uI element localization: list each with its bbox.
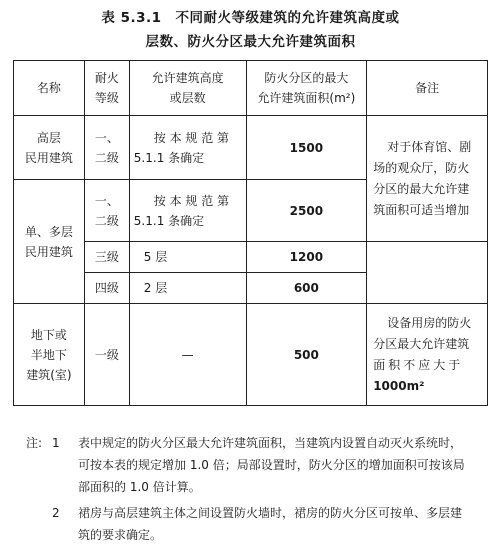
remark-cell: 对于体育馆、剧 场的观众厅，防火 分区的最大允许建 筑面积可适当增加 [367,116,488,242]
grade-cell: 三级 [84,242,129,273]
fire-compartment-table [13,60,488,406]
area-cell: 600 [246,273,367,304]
header-name: 名称 [14,61,85,116]
note-number: 2 [52,506,60,520]
height-cell: 按 本 规 范 第 5.1.1 条确定 [129,180,246,242]
name-cell: 单、多层 民用建筑 [14,180,85,304]
table-title-line-1: 表 5.3.1 不同耐火等级建筑的允许建筑高度或 [101,10,400,26]
note-2: 2 裙房与高层建筑主体之间设置防火墙时，裙房的防火分区可按单、多层建 筑的要求确定。 [52,502,492,546]
height-cell: 2 层 [129,273,246,304]
notes-prefix: 注: [26,436,43,450]
grade-cell: 一、 二级 [84,116,129,180]
table-row [14,116,488,180]
area-cell: 2500 [246,180,367,242]
table-row [14,304,488,406]
note-1: 注: 1 表中规定的防火分区最大允许建筑面积，当建筑内设置自动灭火系统时， 可按本表的规定增加 1.0 倍；局部设置时，防火分区的增加面积可按该局 部面积的 1.0 倍计算。 [52,432,492,498]
table-row [14,242,488,273]
grade-cell: 一级 [84,304,129,406]
note-number: 1 [52,436,60,450]
grade-cell: 四级 [84,273,129,304]
area-cell: 1500 [246,116,367,180]
height-cell: 按 本 规 范 第 5.1.1 条确定 [129,116,246,180]
name-cell: 地下或 半地下 建筑(室) [14,304,85,406]
height-cell: 5 层 [129,242,246,273]
height-cell: — [129,304,246,406]
header-area: 防火分区的最大 允许建筑面积(m²) [246,61,367,116]
header-height: 允许建筑高度 或层数 [129,61,246,116]
header-row [14,61,488,116]
header-grade: 耐火 等级 [84,61,129,116]
header-remark: 备注 [367,61,488,116]
table-title-line-2: 层数、防火分区最大允许建筑面积 [145,34,356,50]
grade-cell: 一、 二级 [84,180,129,242]
remark-cell: 设备用房的防火 分区最大允许建筑 面积不应大于 1000m² [367,304,488,406]
area-cell: 500 [246,304,367,406]
name-cell: 高层 民用建筑 [14,116,85,180]
area-cell: 1200 [246,242,367,273]
remark-empty-cell [367,242,488,304]
table-notes [26,432,492,546]
